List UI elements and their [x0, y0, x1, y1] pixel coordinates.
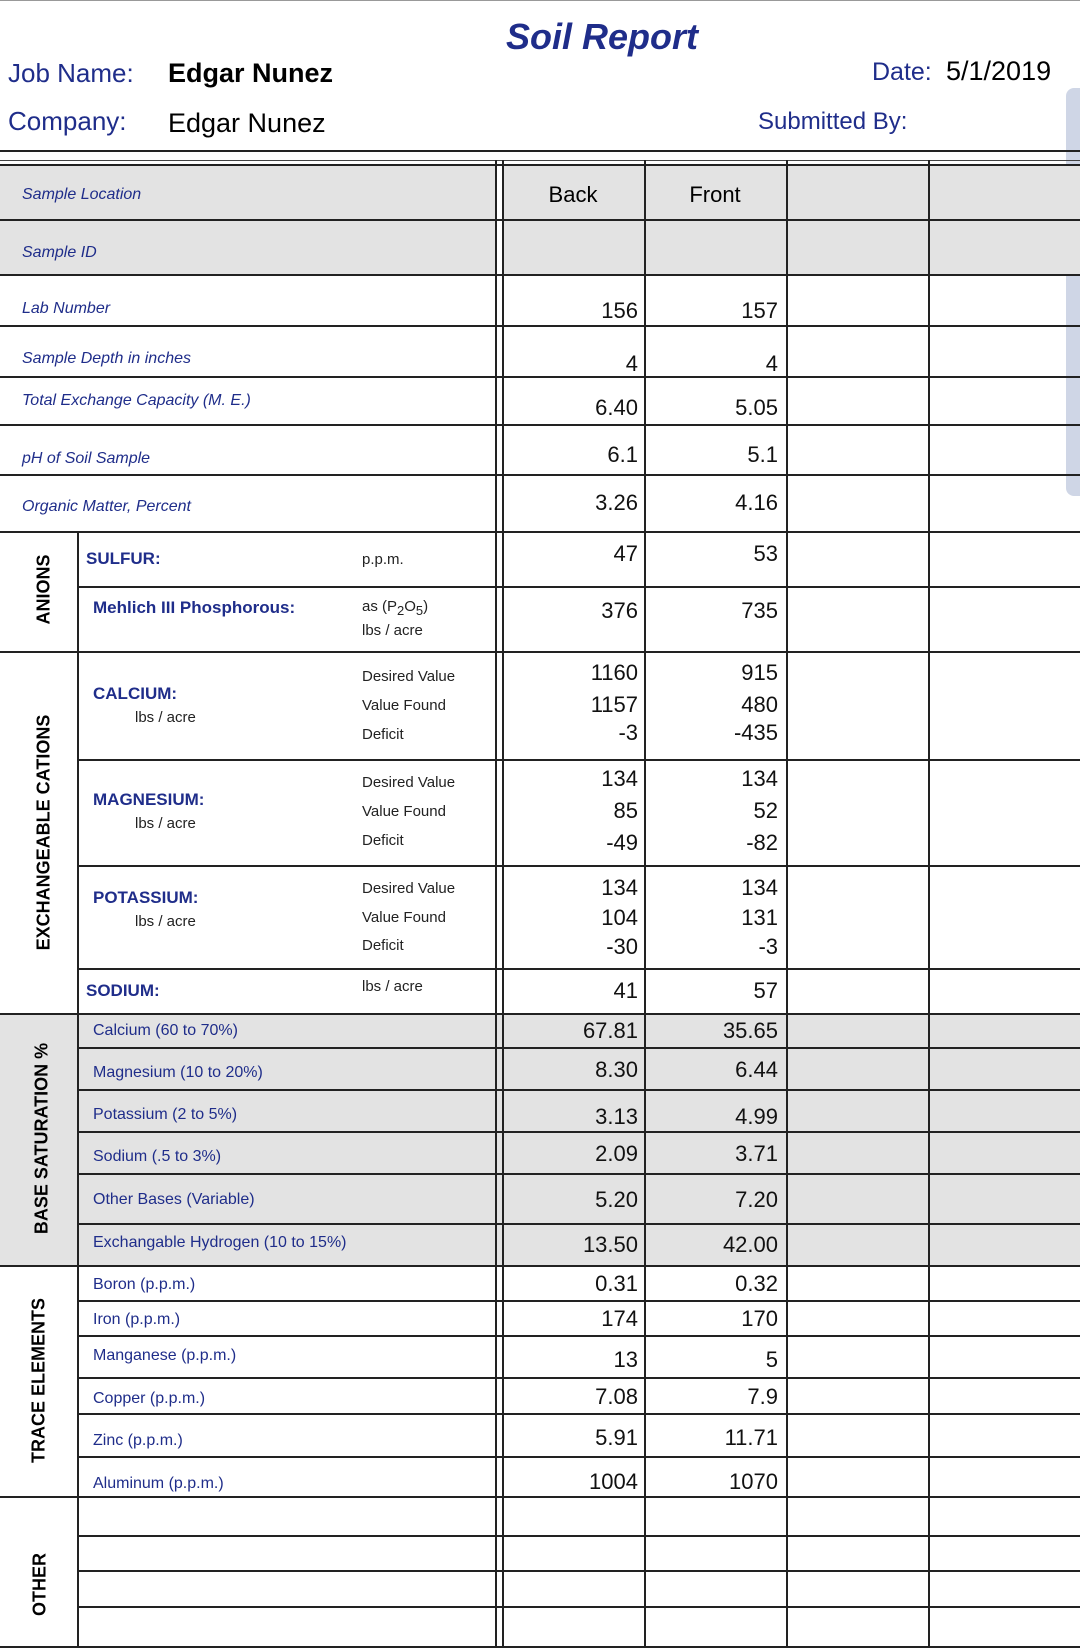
company-label: Company: [8, 106, 127, 136]
trace-aluminum-front: 1070 [729, 1469, 778, 1494]
lab-number-label: Lab Number [22, 300, 111, 317]
sulfur-label: SULFUR: [86, 549, 161, 568]
sample-depth-front: 4 [765, 351, 778, 376]
potassium-unit: lbs / acre [135, 913, 196, 930]
lab-number-back: 156 [601, 298, 638, 323]
job-name-value: Edgar Nunez [168, 58, 334, 88]
trace-copper-back: 7.08 [595, 1384, 638, 1409]
column-header-front: Front [689, 182, 741, 207]
sulfur-back: 47 [613, 541, 638, 566]
trace-aluminum-label: Aluminum (p.p.m.) [93, 1475, 224, 1492]
potassium-back-deficit: -30 [606, 934, 638, 959]
bs-hydrogen-label: Exchangable Hydrogen (10 to 15%) [93, 1234, 347, 1251]
magnesium-back-deficit: -49 [606, 830, 638, 855]
trace-iron-front: 170 [741, 1306, 778, 1331]
bs-potassium-back: 3.13 [595, 1104, 638, 1129]
organic-label: Organic Matter, Percent [22, 498, 191, 515]
magnesium-deficit-label: Deficit [362, 832, 404, 849]
phosphorous-unit [362, 598, 428, 618]
calcium-unit: lbs / acre [135, 709, 196, 726]
bs-hydrogen-front: 42.00 [722, 1232, 778, 1257]
submitted-by-label: Submitted By: [758, 108, 908, 135]
sample-location-label: Sample Location [22, 186, 142, 203]
bs-magnesium-back: 8.30 [595, 1057, 638, 1082]
magnesium-back-desired: 134 [601, 766, 638, 791]
section-base-saturation: BASE SATURATION % [31, 1042, 52, 1235]
ph-front: 5.1 [747, 442, 778, 467]
phosphorous-back: 376 [601, 598, 638, 623]
section-trace-elements: TRACE ELEMENTS [28, 1298, 49, 1464]
trace-boron-label: Boron (p.p.m.) [93, 1276, 196, 1293]
trace-copper-label: Copper (p.p.m.) [93, 1390, 206, 1407]
bs-potassium-front: 4.99 [735, 1104, 778, 1129]
magnesium-front-found: 52 [753, 798, 778, 823]
bs-sodium-label: Sodium (.5 to 3%) [93, 1148, 222, 1165]
bs-calcium-back: 67.81 [582, 1018, 638, 1043]
potassium-label: POTASSIUM: [93, 888, 199, 907]
sodium-front: 57 [753, 978, 778, 1003]
potassium-desired-label: Desired Value [362, 880, 456, 897]
magnesium-front-desired: 134 [741, 766, 778, 791]
phosphorous-unit-sub5: 5 [415, 603, 424, 618]
phosphorous-unit-as: as (P [362, 598, 398, 615]
trace-aluminum-back: 1004 [589, 1469, 638, 1494]
section-anions: ANIONS [33, 554, 54, 625]
sample-id-label: Sample ID [22, 244, 97, 261]
section-exchangeable-cations: EXCHANGEABLE CATIONS [33, 714, 54, 951]
bs-potassium-label: Potassium (2 to 5%) [93, 1106, 238, 1123]
calcium-found-label: Value Found [362, 697, 446, 714]
bs-magnesium-front: 6.44 [735, 1057, 778, 1082]
calcium-label: CALCIUM: [93, 684, 178, 703]
trace-zinc-back: 5.91 [595, 1425, 638, 1450]
trace-iron-back: 174 [601, 1306, 638, 1331]
bs-calcium-front: 35.65 [722, 1018, 778, 1043]
column-header-back: Back [548, 182, 598, 207]
magnesium-front-deficit: -82 [746, 830, 778, 855]
calcium-front-desired: 915 [741, 660, 778, 685]
sodium-unit: lbs / acre [362, 978, 423, 995]
sample-depth-label: Sample Depth in inches [22, 350, 191, 367]
organic-front: 4.16 [735, 490, 778, 515]
tec-label: Total Exchange Capacity (M. E.) [22, 392, 251, 409]
potassium-back-desired: 134 [601, 875, 638, 900]
sodium-back: 41 [613, 978, 638, 1003]
bs-other-bases-back: 5.20 [595, 1187, 638, 1212]
bs-sodium-back: 2.09 [595, 1141, 638, 1166]
calcium-front-deficit: -435 [733, 720, 778, 745]
calcium-back-found: 1157 [590, 692, 638, 717]
potassium-front-deficit: -3 [758, 934, 778, 959]
calcium-back-deficit: -3 [618, 720, 638, 745]
phosphorous-unit-sub2: 2 [397, 603, 405, 618]
organic-back: 3.26 [595, 490, 638, 515]
bs-other-bases-front: 7.20 [735, 1187, 778, 1212]
sulfur-front: 53 [753, 541, 778, 566]
calcium-deficit-label: Deficit [362, 726, 404, 743]
phosphorous-label: Mehlich III Phosphorous: [93, 598, 296, 617]
tec-back: 6.40 [595, 395, 638, 420]
magnesium-desired-label: Desired Value [362, 774, 456, 791]
ph-back: 6.1 [607, 442, 638, 467]
bs-sodium-front: 3.71 [735, 1141, 778, 1166]
calcium-back-desired: 1160 [590, 660, 638, 685]
trace-copper-front: 7.9 [747, 1384, 778, 1409]
bs-other-bases-label: Other Bases (Variable) [93, 1191, 255, 1208]
trace-boron-front: 0.32 [735, 1271, 778, 1296]
phosphorous-unit-lbs: lbs / acre [362, 622, 423, 639]
calcium-front-found: 480 [741, 692, 778, 717]
trace-iron-label: Iron (p.p.m.) [93, 1311, 181, 1328]
trace-zinc-front: 11.71 [724, 1425, 778, 1450]
sample-depth-back: 4 [625, 351, 638, 376]
calcium-desired-label: Desired Value [362, 668, 456, 685]
magnesium-unit: lbs / acre [135, 815, 196, 832]
date-label: Date: [872, 58, 932, 86]
trace-manganese-front: 5 [765, 1347, 778, 1372]
sodium-label: SODIUM: [86, 981, 160, 1000]
potassium-front-desired: 134 [741, 875, 778, 900]
magnesium-found-label: Value Found [362, 803, 446, 820]
potassium-back-found: 104 [601, 905, 638, 930]
potassium-deficit-label: Deficit [362, 937, 404, 954]
phosphorous-unit-o: O [404, 598, 416, 615]
trace-manganese-label: Manganese (p.p.m.) [93, 1347, 237, 1364]
phosphorous-front: 735 [741, 598, 778, 623]
ph-label: pH of Soil Sample [22, 450, 151, 467]
page-title: Soil Report [506, 16, 699, 57]
company-value: Edgar Nunez [168, 108, 326, 138]
magnesium-label: MAGNESIUM: [93, 790, 205, 809]
phosphorous-unit-close: ) [423, 598, 429, 615]
bs-calcium-label: Calcium (60 to 70%) [93, 1022, 238, 1039]
bs-hydrogen-back: 13.50 [582, 1232, 638, 1257]
potassium-front-found: 131 [741, 905, 778, 930]
lab-number-front: 157 [741, 298, 778, 323]
trace-zinc-label: Zinc (p.p.m.) [93, 1432, 183, 1449]
tec-front: 5.05 [735, 395, 778, 420]
job-name-label: Job Name: [8, 58, 134, 88]
trace-boron-back: 0.31 [595, 1271, 638, 1296]
potassium-found-label: Value Found [362, 909, 446, 926]
magnesium-back-found: 85 [613, 798, 638, 823]
section-other: OTHER [29, 1553, 50, 1616]
sulfur-unit: p.p.m. [362, 551, 404, 568]
date-value: 5/1/2019 [946, 56, 1052, 86]
trace-manganese-back: 13 [613, 1347, 638, 1372]
bs-magnesium-label: Magnesium (10 to 20%) [93, 1064, 263, 1081]
